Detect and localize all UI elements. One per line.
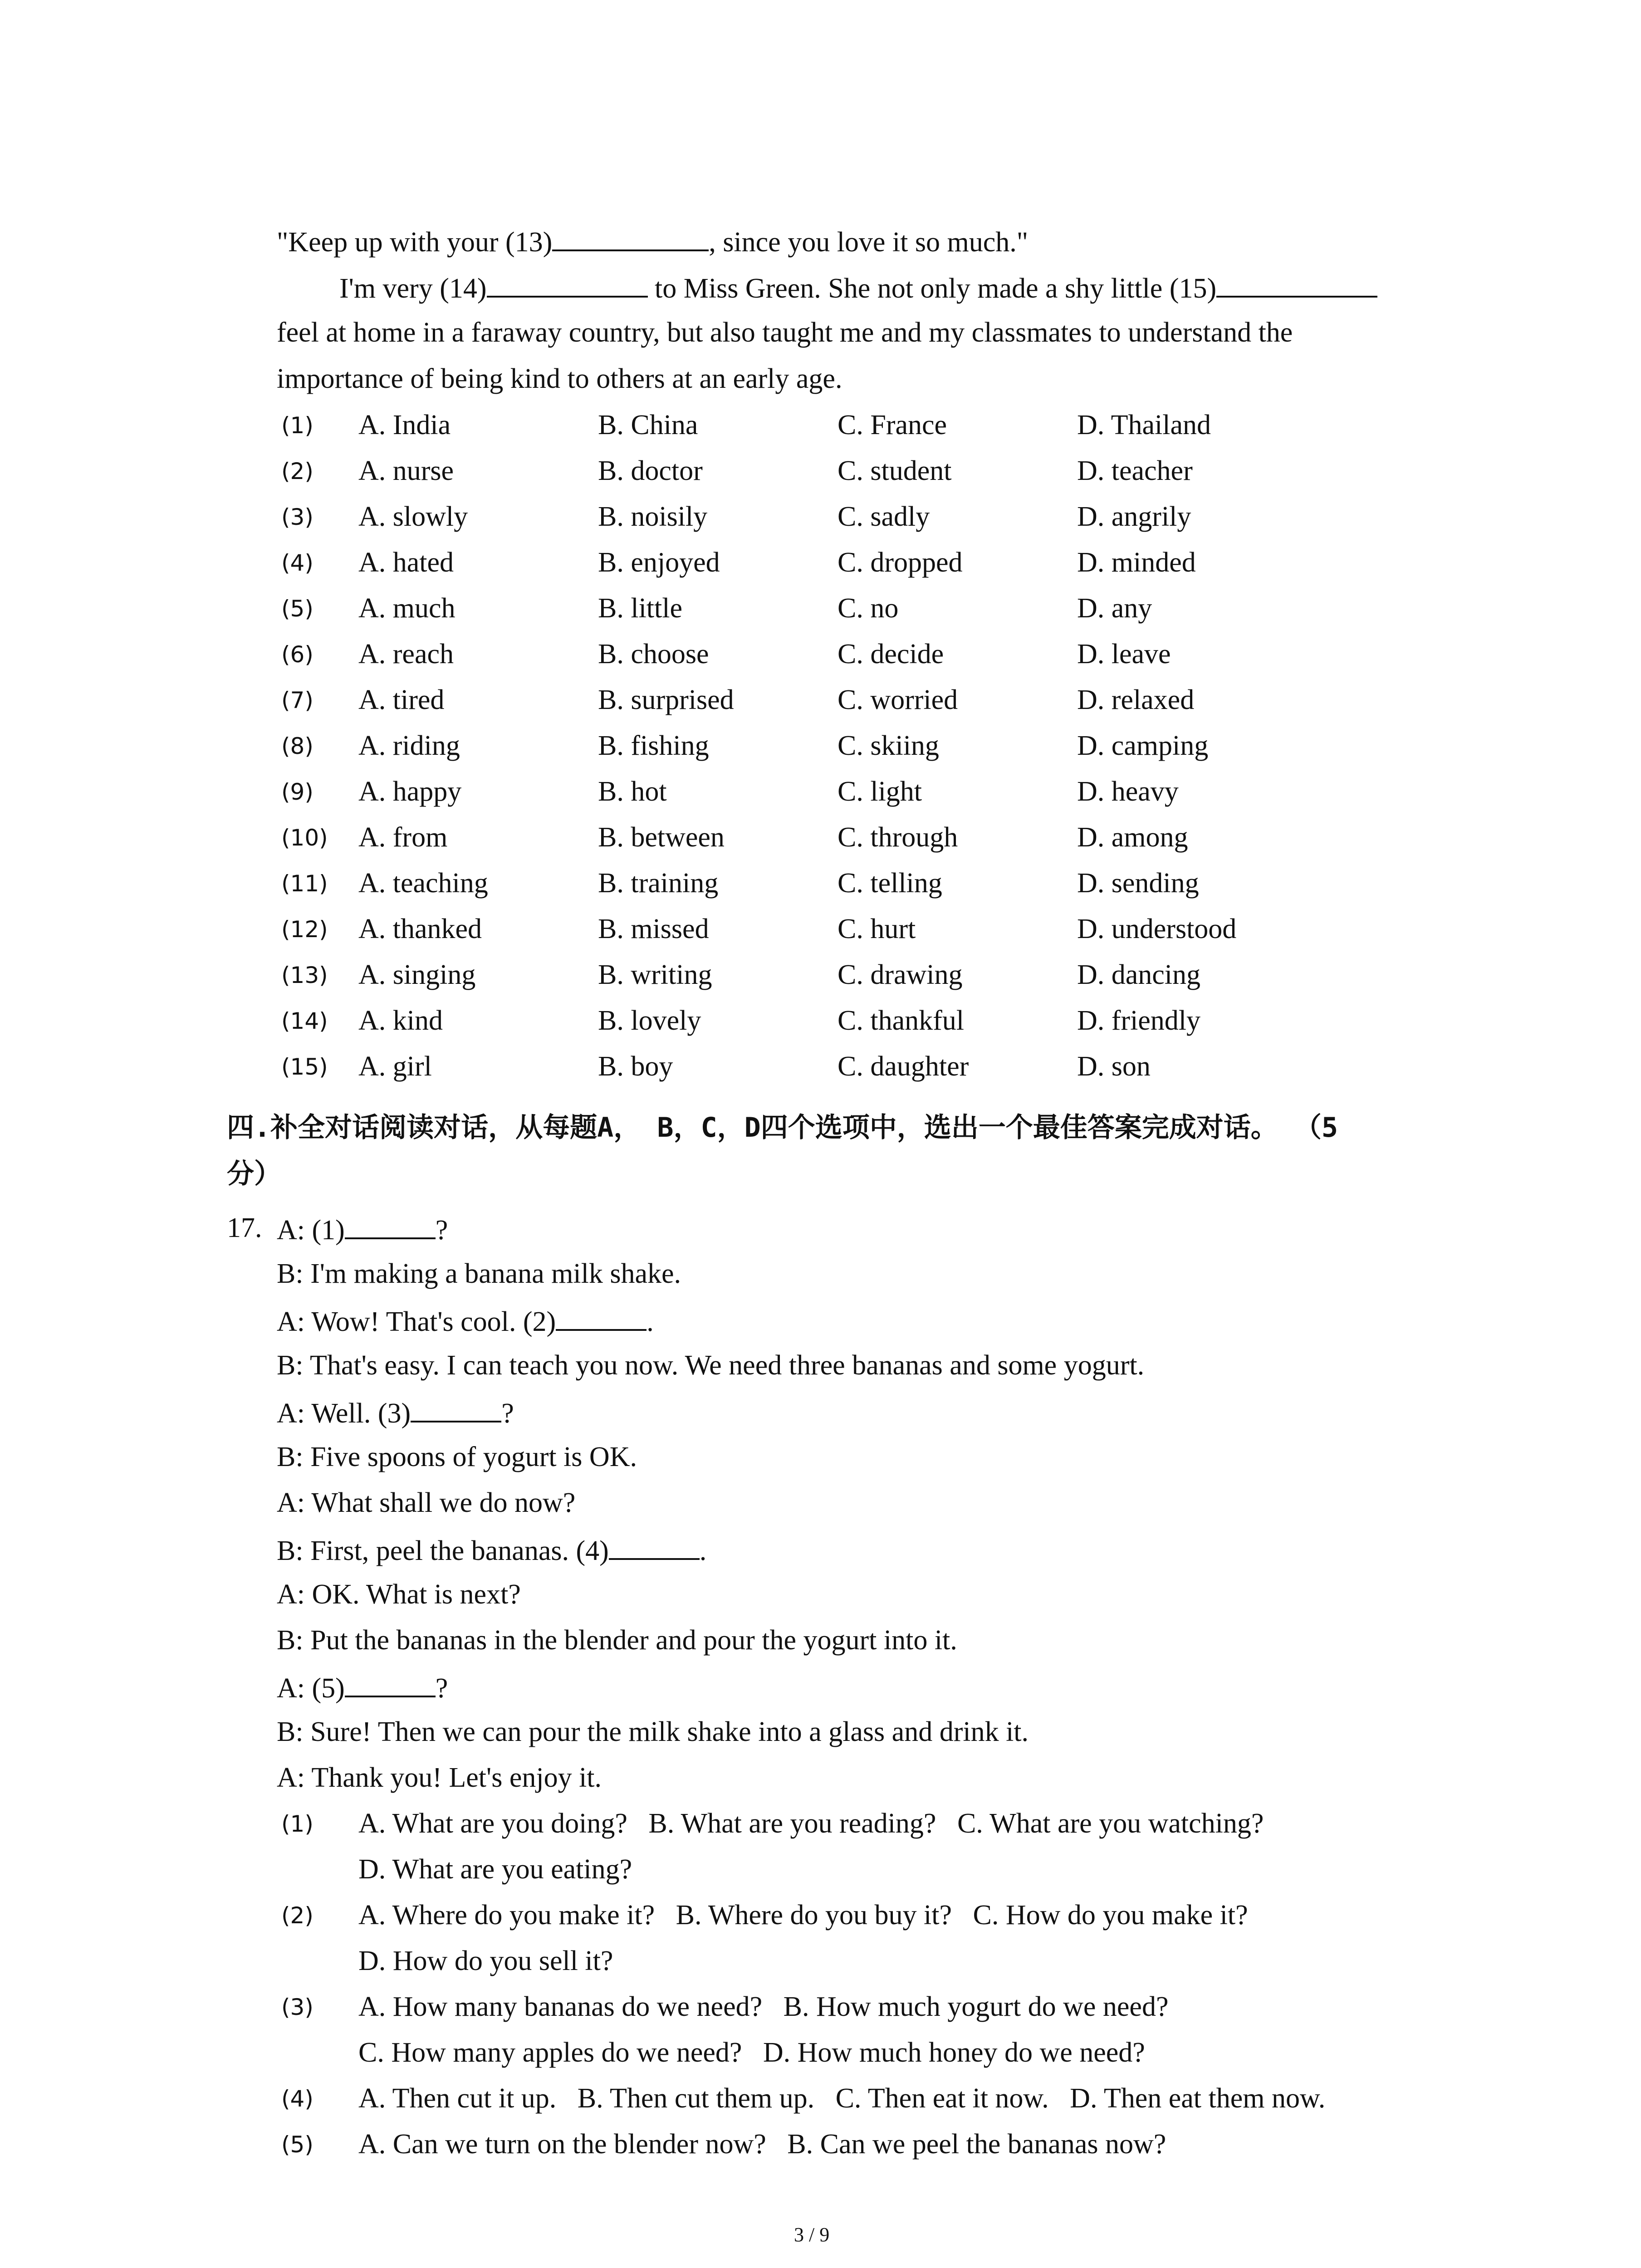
passage-text: I'm very (14) bbox=[339, 273, 487, 304]
option-line: A. How many bananas do we need? B. How much yogurt do we need? bbox=[358, 1991, 1169, 2022]
section-heading-cont: 分） bbox=[227, 1158, 281, 1190]
dialogue-line-5 bbox=[277, 1397, 514, 1427]
cloze-option-a: A. much bbox=[358, 593, 456, 624]
cloze-item-number: (14) bbox=[281, 1008, 328, 1034]
dialogue-line-10: B: Put the bananas in the blender and pour the yogurt into it. bbox=[277, 1625, 957, 1656]
option-line: D. What are you eating? bbox=[358, 1854, 632, 1885]
cloze-option-d: D. son bbox=[1077, 1051, 1151, 1082]
cloze-item-number: (1) bbox=[281, 412, 314, 439]
cloze-option-b: B. between bbox=[598, 822, 725, 853]
cloze-option-a: A. hated bbox=[358, 547, 454, 578]
cloze-option-a: A. tired bbox=[358, 684, 445, 715]
dialogue-text: A: (1) bbox=[277, 1215, 345, 1246]
cloze-option-c: C. no bbox=[838, 593, 899, 624]
option-line: A. Can we turn on the blender now? B. Can we peel the bananas now? bbox=[358, 2129, 1166, 2160]
dialogue-line-6: B: Five spoons of yogurt is OK. bbox=[277, 1442, 637, 1472]
cloze-option-c: C. drawing bbox=[838, 959, 963, 990]
option-line: D. How do you sell it? bbox=[358, 1945, 613, 1976]
cloze-item-number: (15) bbox=[281, 1054, 328, 1080]
cloze-option-b: B. enjoyed bbox=[598, 547, 720, 578]
dialogue-line-13: A: Thank you! Let's enjoy it. bbox=[277, 1762, 602, 1793]
option-line: A. Then cut it up. B. Then cut them up. C. Then eat it now. D. Then eat them now. bbox=[358, 2083, 1326, 2114]
option-number: (1) bbox=[281, 1811, 314, 1837]
cloze-option-d: D. understood bbox=[1077, 914, 1237, 944]
cloze-option-a: A. slowly bbox=[358, 501, 468, 532]
option-number: (4) bbox=[281, 2086, 314, 2112]
dialogue-blank-5 bbox=[345, 1672, 436, 1697]
dialogue-blank-3 bbox=[411, 1397, 501, 1422]
passage-text: to Miss Green. She not only made a shy little (15) bbox=[647, 273, 1217, 304]
dialogue-line-8 bbox=[277, 1535, 706, 1565]
cloze-option-d: D. minded bbox=[1077, 547, 1196, 578]
cloze-option-d: D. camping bbox=[1077, 730, 1209, 761]
cloze-option-d: D. heavy bbox=[1077, 776, 1179, 807]
cloze-option-c: C. sadly bbox=[838, 501, 930, 532]
dialogue-line-2: B: I'm making a banana milk shake. bbox=[277, 1258, 681, 1289]
passage-line-2 bbox=[339, 272, 1377, 303]
dialogue-text: . bbox=[699, 1535, 707, 1566]
dialogue-text: A: (5) bbox=[277, 1673, 345, 1704]
cloze-option-c: C. daughter bbox=[838, 1051, 969, 1082]
cloze-option-b: B. surprised bbox=[598, 684, 734, 715]
cloze-option-a: A. India bbox=[358, 410, 451, 440]
cloze-item-number: (7) bbox=[281, 687, 314, 714]
option-line: A. Where do you make it? B. Where do you buy it? C. How do you make it? bbox=[358, 1900, 1248, 1931]
dialogue-line-3 bbox=[277, 1305, 654, 1336]
cloze-option-c: C. thankful bbox=[838, 1005, 964, 1036]
passage-text: "Keep up with your (13) bbox=[277, 227, 553, 258]
cloze-item-number: (12) bbox=[281, 916, 328, 943]
cloze-option-c: C. France bbox=[838, 410, 947, 440]
cloze-option-c: C. light bbox=[838, 776, 922, 807]
passage-line-3: feel at home in a faraway country, but also taught me and my classmates to understand the bbox=[277, 317, 1293, 348]
passage-line-1 bbox=[277, 226, 1028, 256]
dialogue-text: . bbox=[647, 1306, 654, 1337]
cloze-option-c: C. through bbox=[838, 822, 958, 853]
option-line: C. How many apples do we need? D. How much honey do we need? bbox=[358, 2037, 1145, 2068]
cloze-option-c: C. dropped bbox=[838, 547, 963, 578]
cloze-item-number: (2) bbox=[281, 458, 314, 484]
cloze-option-a: A. kind bbox=[358, 1005, 443, 1036]
cloze-option-d: D. any bbox=[1077, 593, 1152, 624]
cloze-option-d: D. Thailand bbox=[1077, 410, 1211, 440]
option-number: (3) bbox=[281, 1994, 314, 2020]
cloze-option-d: D. teacher bbox=[1077, 455, 1193, 486]
cloze-option-c: C. student bbox=[838, 455, 952, 486]
dialogue-blank-4 bbox=[609, 1535, 700, 1560]
cloze-option-d: D. relaxed bbox=[1077, 684, 1195, 715]
cloze-option-c: C. worried bbox=[838, 684, 958, 715]
passage-line-4: importance of being kind to others at an early age. bbox=[277, 363, 843, 394]
dialogue-text: ? bbox=[435, 1673, 448, 1704]
cloze-option-d: D. friendly bbox=[1077, 1005, 1201, 1036]
cloze-option-b: B. writing bbox=[598, 959, 712, 990]
cloze-option-a: A. singing bbox=[358, 959, 476, 990]
dialogue-line-1 bbox=[277, 1214, 448, 1244]
cloze-option-d: D. sending bbox=[1077, 868, 1199, 899]
dialogue-text: A: Well. (3) bbox=[277, 1398, 411, 1429]
cloze-option-a: A. from bbox=[358, 822, 448, 853]
option-number: (5) bbox=[281, 2131, 314, 2158]
cloze-item-number: (5) bbox=[281, 596, 314, 622]
cloze-option-a: A. riding bbox=[358, 730, 460, 761]
cloze-option-b: B. fishing bbox=[598, 730, 709, 761]
cloze-option-d: D. among bbox=[1077, 822, 1188, 853]
cloze-option-b: B. little bbox=[598, 593, 682, 624]
cloze-option-b: B. doctor bbox=[598, 455, 703, 486]
dialogue-line-11 bbox=[277, 1672, 448, 1702]
cloze-option-b: B. hot bbox=[598, 776, 667, 807]
cloze-option-b: B. training bbox=[598, 868, 719, 899]
dialogue-line-9: A: OK. What is next? bbox=[277, 1579, 521, 1610]
cloze-item-number: (9) bbox=[281, 779, 314, 805]
dialogue-line-4: B: That's easy. I can teach you now. We need three bananas and some yogurt. bbox=[277, 1350, 1145, 1381]
answer-blank-13 bbox=[552, 226, 709, 251]
cloze-option-b: B. missed bbox=[598, 914, 709, 944]
cloze-option-d: D. leave bbox=[1077, 639, 1171, 670]
dialogue-line-7: A: What shall we do now? bbox=[277, 1487, 576, 1518]
dialogue-blank-1 bbox=[345, 1214, 436, 1239]
cloze-item-number: (4) bbox=[281, 550, 314, 576]
dialogue-text: ? bbox=[435, 1215, 448, 1246]
cloze-option-b: B. boy bbox=[598, 1051, 673, 1082]
cloze-option-c: C. skiing bbox=[838, 730, 939, 761]
cloze-option-a: A. teaching bbox=[358, 868, 488, 899]
cloze-option-a: A. thanked bbox=[358, 914, 482, 944]
passage-text: , since you love it so much." bbox=[709, 227, 1029, 258]
cloze-option-b: B. choose bbox=[598, 639, 709, 670]
cloze-option-a: A. girl bbox=[358, 1051, 432, 1082]
cloze-item-number: (3) bbox=[281, 504, 314, 530]
question-number: 17. bbox=[227, 1212, 262, 1243]
cloze-option-c: C. decide bbox=[838, 639, 944, 670]
dialogue-blank-2 bbox=[556, 1305, 647, 1331]
cloze-option-b: B. China bbox=[598, 410, 698, 440]
cloze-option-a: A. nurse bbox=[358, 455, 454, 486]
cloze-option-b: B. lovely bbox=[598, 1005, 701, 1036]
cloze-option-d: D. angrily bbox=[1077, 501, 1191, 532]
cloze-option-c: C. telling bbox=[838, 868, 942, 899]
dialogue-text: B: First, peel the bananas. (4) bbox=[277, 1535, 609, 1566]
cloze-item-number: (13) bbox=[281, 962, 328, 988]
dialogue-text: ? bbox=[501, 1398, 514, 1429]
cloze-option-a: A. happy bbox=[358, 776, 462, 807]
page-number: 3 / 9 bbox=[794, 2224, 830, 2246]
option-number: (2) bbox=[281, 1902, 314, 1929]
option-line: A. What are you doing? B. What are you reading? C. What are you watching? bbox=[358, 1808, 1264, 1839]
section-heading: 四.补全对话阅读对话，从每题A， B，C，D四个选项中，选出一个最佳答案完成对话。 （5 bbox=[227, 1112, 1338, 1144]
cloze-item-number: (8) bbox=[281, 733, 314, 759]
dialogue-line-12: B: Sure! Then we can pour the milk shake into a glass and drink it. bbox=[277, 1716, 1029, 1747]
answer-blank-15 bbox=[1216, 272, 1377, 298]
cloze-item-number: (11) bbox=[281, 870, 328, 897]
cloze-option-d: D. dancing bbox=[1077, 959, 1201, 990]
dialogue-text: A: Wow! That's cool. (2) bbox=[277, 1306, 556, 1337]
cloze-item-number: (6) bbox=[281, 641, 314, 668]
cloze-item-number: (10) bbox=[281, 825, 328, 851]
answer-blank-14 bbox=[487, 272, 648, 298]
cloze-option-c: C. hurt bbox=[838, 914, 916, 944]
cloze-option-a: A. reach bbox=[358, 639, 454, 670]
cloze-option-b: B. noisily bbox=[598, 501, 708, 532]
